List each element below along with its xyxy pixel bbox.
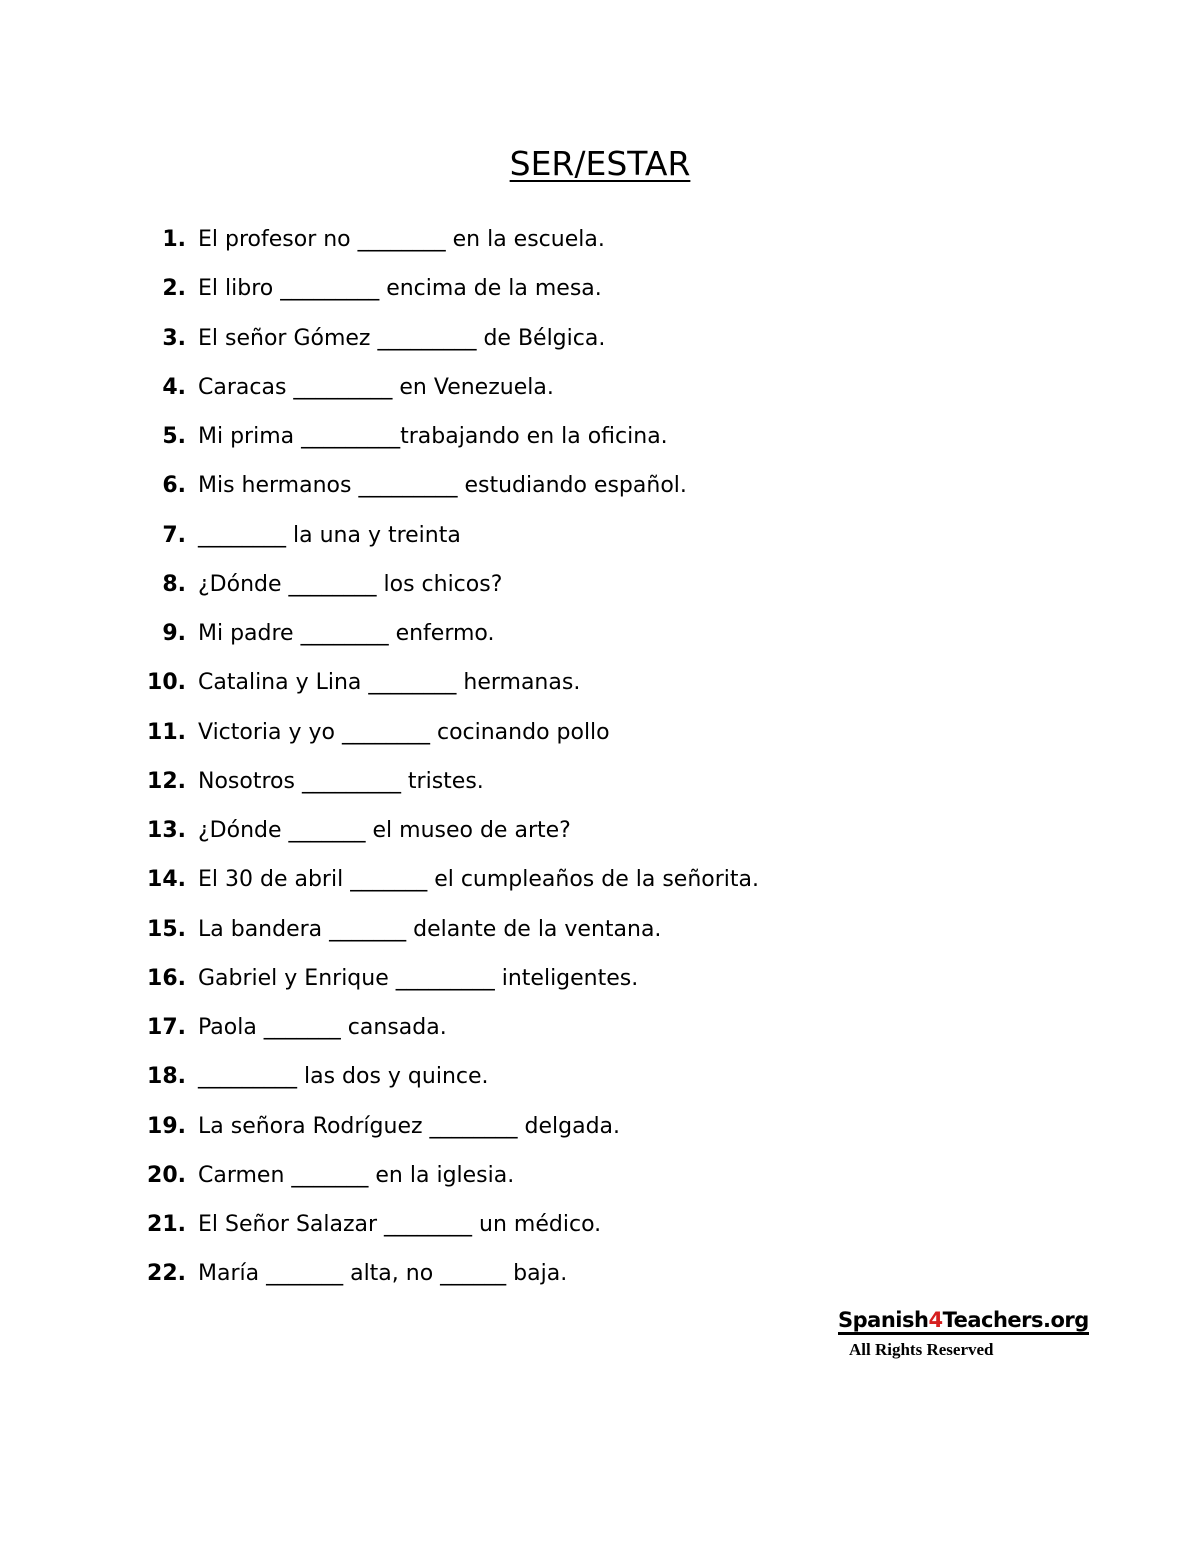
exercise-item-11 <box>0 708 1200 757</box>
exercise-number: 11. <box>147 719 186 745</box>
site-logo <box>838 1305 1089 1335</box>
exercise-number: 19. <box>147 1113 186 1139</box>
exercise-number: 5. <box>162 424 186 450</box>
exercise-number: 12. <box>147 768 186 794</box>
exercise-sentence: _________ las dos y quince. <box>198 1064 489 1090</box>
exercise-sentence: Gabriel y Enrique _________ inteligentes. <box>198 965 639 991</box>
exercise-number: 18. <box>147 1064 186 1090</box>
exercise-sentence: El 30 de abril _______ el cumpleaños de la señorita. <box>198 867 759 893</box>
exercise-item-2 <box>0 264 1200 313</box>
exercise-number: 4. <box>162 374 186 400</box>
exercise-sentence: Mis hermanos _________ estudiando español. <box>198 473 687 499</box>
exercise-sentence: El señor Gómez _________ de Bélgica. <box>198 325 606 351</box>
logo-text-four: 4 <box>928 1308 943 1332</box>
rights-notice: All Rights Reserved <box>849 1340 994 1359</box>
exercise-sentence: Carmen _______ en la iglesia. <box>198 1162 515 1188</box>
exercise-number: 3. <box>162 325 186 351</box>
exercise-list <box>0 215 1200 1299</box>
exercise-sentence: Mi prima _________trabajando en la oficina. <box>198 424 668 450</box>
exercise-item-8 <box>0 560 1200 609</box>
exercise-number: 13. <box>147 818 186 844</box>
worksheet-title: SER/ESTAR <box>509 144 691 183</box>
exercise-item-18 <box>0 1052 1200 1101</box>
exercise-item-17 <box>0 1003 1200 1052</box>
exercise-item-7 <box>0 511 1200 560</box>
exercise-item-21 <box>0 1200 1200 1249</box>
exercise-item-13 <box>0 806 1200 855</box>
exercise-sentence: Mi padre ________ enfermo. <box>198 621 495 647</box>
exercise-number: 22. <box>147 1261 186 1287</box>
exercise-sentence: Victoria y yo ________ cocinando pollo <box>198 719 610 745</box>
exercise-number: 7. <box>162 522 186 548</box>
exercise-sentence: ¿Dónde _______ el museo de arte? <box>198 818 571 844</box>
exercise-sentence: El Señor Salazar ________ un médico. <box>198 1212 602 1238</box>
exercise-number: 16. <box>147 965 186 991</box>
exercise-number: 2. <box>162 276 186 302</box>
logo-text-spanish: Spanish <box>838 1308 929 1332</box>
exercise-sentence: La señora Rodríguez ________ delgada. <box>198 1113 621 1139</box>
exercise-item-19 <box>0 1102 1200 1151</box>
exercise-item-3 <box>0 314 1200 363</box>
exercise-sentence: Nosotros _________ tristes. <box>198 768 484 794</box>
exercise-number: 6. <box>162 473 186 499</box>
exercise-sentence: ¿Dónde ________ los chicos? <box>198 571 503 597</box>
logo-underline <box>838 1332 1089 1335</box>
logo-text-teachers: Teachers.org <box>942 1308 1089 1332</box>
exercise-item-5 <box>0 412 1200 461</box>
exercise-sentence: ________ la una y treinta <box>198 522 461 548</box>
exercise-number: 20. <box>147 1162 186 1188</box>
exercise-sentence: La bandera _______ delante de la ventana. <box>198 916 662 942</box>
exercise-item-4 <box>0 363 1200 412</box>
exercise-sentence: El profesor no ________ en la escuela. <box>198 227 605 253</box>
exercise-item-20 <box>0 1151 1200 1200</box>
exercise-number: 15. <box>147 916 186 942</box>
exercise-number: 10. <box>147 670 186 696</box>
exercise-item-1 <box>0 215 1200 264</box>
exercise-item-9 <box>0 609 1200 658</box>
exercise-number: 1. <box>162 227 186 253</box>
exercise-sentence: Catalina y Lina ________ hermanas. <box>198 670 581 696</box>
exercise-item-6 <box>0 461 1200 510</box>
exercise-sentence: Caracas _________ en Venezuela. <box>198 374 554 400</box>
exercise-sentence: Paola _______ cansada. <box>198 1015 447 1041</box>
exercise-sentence: El libro _________ encima de la mesa. <box>198 276 602 302</box>
exercise-number: 17. <box>147 1015 186 1041</box>
exercise-item-14 <box>0 855 1200 904</box>
exercise-item-16 <box>0 954 1200 1003</box>
exercise-sentence: María _______ alta, no ______ baja. <box>198 1261 568 1287</box>
exercise-item-12 <box>0 757 1200 806</box>
copyright-footer <box>838 1305 1089 1361</box>
exercise-number: 9. <box>162 621 186 647</box>
exercise-item-22 <box>0 1249 1200 1298</box>
exercise-item-15 <box>0 905 1200 954</box>
exercise-number: 21. <box>147 1212 186 1238</box>
exercise-number: 8. <box>162 571 186 597</box>
exercise-number: 14. <box>147 867 186 893</box>
exercise-item-10 <box>0 658 1200 707</box>
